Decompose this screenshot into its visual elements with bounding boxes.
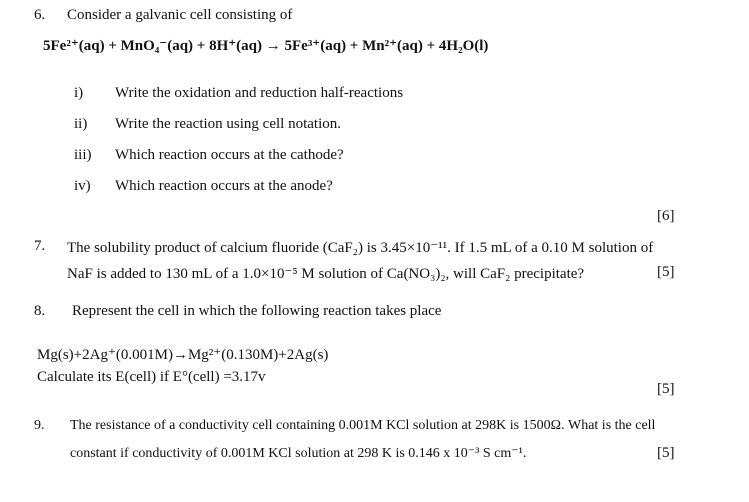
- question-7-line-2: NaF is added to 130 mL of a 1.0×10⁻⁵ M solution of Ca(NO₃)₂, will CaF₂ precipitate?: [67, 266, 585, 282]
- question-9-line-2: constant if conductivity of 0.001M KCl solution at 298 K is 0.146 x 10⁻³ S cm⁻¹.: [70, 446, 527, 461]
- q6-part-label: i): [74, 85, 84, 101]
- question-8-number: 8.: [34, 303, 46, 319]
- q6-part-label: iii): [74, 147, 92, 163]
- question-6-equation: 5Fe²⁺(aq) + MnO₄⁻(aq) + 8H⁺(aq) → 5Fe³⁺(aq) + Mn²⁺(aq) + 4H₂O(l): [43, 38, 489, 54]
- question-8-text: Represent the cell in which the following reaction takes place: [72, 303, 442, 319]
- question-9-number: 9.: [34, 418, 45, 433]
- question-8-calculate: Calculate its E(cell) if E°(cell) =3.17v: [37, 369, 266, 385]
- question-6-text: Consider a galvanic cell consisting of: [67, 7, 293, 23]
- q6-part-text: Which reaction occurs at the cathode?: [115, 147, 344, 163]
- q6-part-label: iv): [74, 178, 91, 194]
- question-9-marks: [5]: [657, 445, 675, 461]
- question-9-line-1: The resistance of a conductivity cell containing 0.001M KCl solution at 298K is 1500Ω. What is the cell: [70, 418, 656, 433]
- question-7-number: 7.: [34, 238, 46, 254]
- question-6-marks: [6]: [657, 208, 675, 224]
- q6-part-text: Write the oxidation and reduction half-reactions: [115, 85, 404, 101]
- question-6-number: 6.: [34, 7, 46, 23]
- question-7-line-1: The solubility product of calcium fluoride (CaF₂) is 3.45×10⁻¹¹. If 1.5 mL of a 0.10 M solution of: [67, 240, 654, 256]
- q6-part-text: Write the reaction using cell notation.: [115, 116, 341, 132]
- question-8-reaction: Mg(s)+2Ag⁺(0.001M)→Mg²⁺(0.130M)+2Ag(s): [37, 347, 329, 363]
- q6-part-text: Which reaction occurs at the anode?: [115, 178, 333, 194]
- question-7-marks: [5]: [657, 264, 675, 280]
- q6-part-label: ii): [74, 116, 88, 132]
- question-8-marks: [5]: [657, 381, 675, 397]
